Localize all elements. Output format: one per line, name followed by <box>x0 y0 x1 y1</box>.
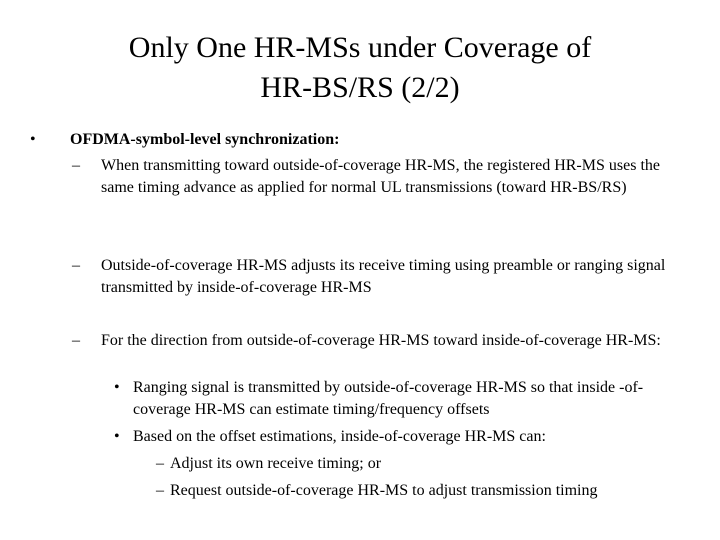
sub-sub-bullet-text-2: Based on the offset estimations, inside-of-coverage HR-MS can: <box>133 428 546 445</box>
bullet-dash: – <box>156 482 164 499</box>
sub-bullet-text-3: For the direction from outside-of-coverage HR-MS toward inside-of-coverage HR-MS: <box>101 332 661 349</box>
slide-title-line-1: Only One HR-MSs under Coverage of <box>128 31 592 64</box>
bullet-dash: – <box>156 455 164 472</box>
slide-title-line-2: HR-BS/RS (2/2) <box>260 71 460 104</box>
sub-bullet-text-2: Outside-of-coverage HR-MS adjusts its receive timing using preamble or ranging signal transmitted by inside-of-coverage HR-MS <box>101 257 666 296</box>
level4-bullet-text-2: Request outside-of-coverage HR-MS to adjust transmission timing <box>170 482 598 499</box>
bullet-dash: – <box>72 257 80 274</box>
sub-sub-bullet-text-1: Ranging signal is transmitted by outside-of-coverage HR-MS so that inside -of-coverage HR-MS can estimate timing/frequency offsets <box>133 379 644 418</box>
bullet-dash: – <box>72 157 80 174</box>
bullet-dot: • <box>114 379 120 396</box>
level4-bullet-text-1: Adjust its own receive timing; or <box>170 455 382 472</box>
bullet-dot: • <box>114 428 120 445</box>
slide-title <box>40 28 680 108</box>
main-bullet-heading: OFDMA-symbol-level synchronization: <box>70 131 340 148</box>
bullet-dash: – <box>72 332 80 349</box>
bullet-dot: • <box>30 131 36 148</box>
sub-bullet-text-1: When transmitting toward outside-of-coverage HR-MS, the registered HR-MS uses the same timing advance as applied for normal UL transmissions (toward HR-BS/RS) <box>101 157 660 196</box>
